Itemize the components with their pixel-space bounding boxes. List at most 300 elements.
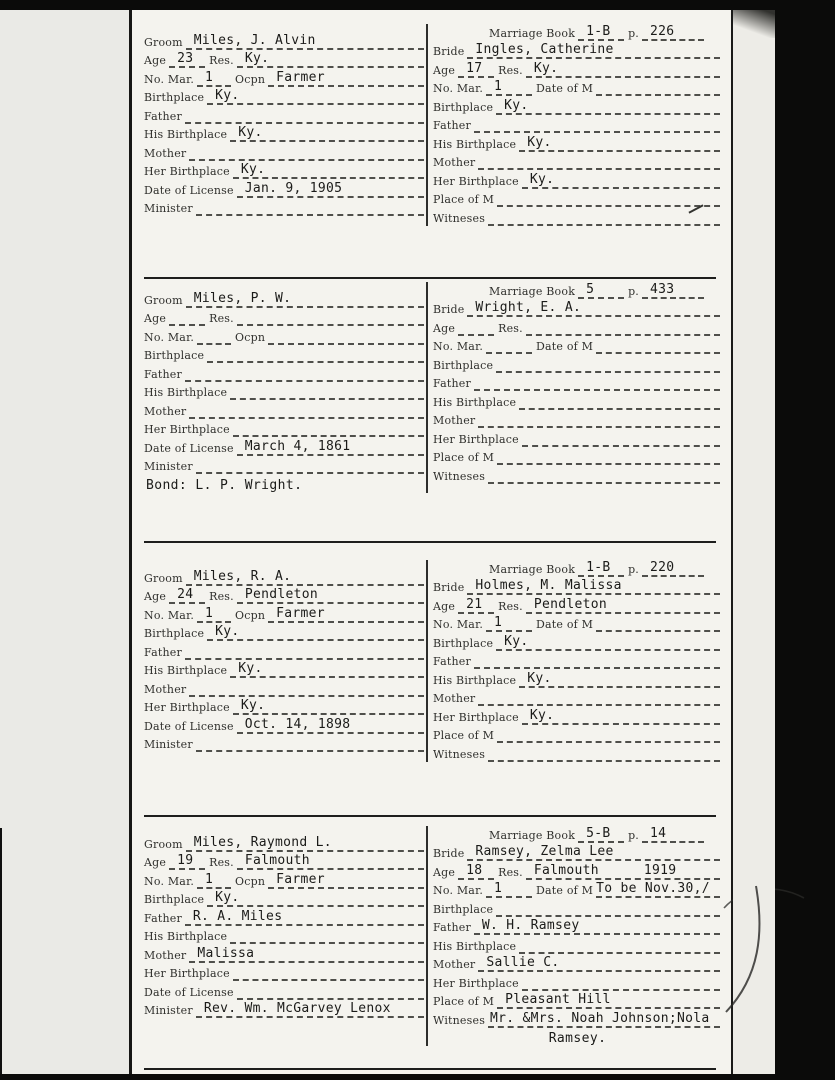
date-of-m-label: Date of M <box>536 82 594 95</box>
record-card-3 <box>144 558 720 762</box>
groom-his-birthplace-row <box>144 660 424 679</box>
dotted-line <box>169 589 205 604</box>
bride-age-res-row <box>433 861 720 880</box>
dotted-line <box>237 716 424 734</box>
bride-name-value: Holmes, M. Malissa <box>475 578 622 593</box>
dotted-line <box>196 1003 424 1018</box>
bride-father-row <box>433 917 720 936</box>
groom-father-row <box>144 105 424 124</box>
witnesses-row <box>433 1009 720 1028</box>
bride-name-row <box>433 299 720 318</box>
age-label: Age <box>433 63 456 77</box>
minister-value: Rev. Wm. McGarvey Lenox <box>203 1001 391 1016</box>
father-label: Father <box>433 655 471 668</box>
father-label: Father <box>433 377 471 390</box>
groom-mother-row <box>144 944 424 963</box>
page-abbr-label: p. <box>628 284 640 298</box>
witnesses-label: Witneses <box>433 469 486 483</box>
marriage-book-value: 5 <box>586 281 595 297</box>
groom-age-res-row <box>144 308 424 327</box>
no-mar-label: No. Mar. <box>433 618 484 631</box>
bride-nomar-dateofm-row <box>433 78 720 97</box>
bond-row <box>144 474 424 493</box>
marriage-book-label: Marriage Book <box>489 828 576 842</box>
pen-stroke <box>718 880 764 1020</box>
groom-res-value: Falmouth <box>244 853 310 868</box>
dotted-line <box>233 700 424 715</box>
place-of-m-label: Place of M <box>433 451 495 464</box>
bride-res-value: Pendleton <box>533 596 607 612</box>
witnesses-label: Witneses <box>433 1013 486 1027</box>
bride-her-birthplace-row <box>433 972 720 991</box>
res-label: Res. <box>498 865 523 879</box>
bride-name-value: Wright, E. A. <box>475 300 582 315</box>
dotted-line <box>189 146 424 161</box>
bride-name-row <box>433 41 720 60</box>
groom-ocpn-value: Farmer <box>276 605 325 621</box>
bride-age-value: 17 <box>466 60 483 76</box>
marriage-book-row <box>433 22 720 41</box>
her-birthplace-label: Her Birthplace <box>144 967 230 980</box>
groom-age-res-row <box>144 586 424 605</box>
minister-label: Minister <box>144 202 193 215</box>
groom-res-value: Ky. <box>244 51 270 66</box>
mother-label: Mother <box>433 156 476 169</box>
dotted-line <box>467 846 720 861</box>
marriage-records-page <box>132 10 733 1074</box>
dotted-line <box>474 118 720 133</box>
groom-column <box>144 558 424 762</box>
date-of-license-label: Date of License <box>144 441 234 455</box>
dotted-line <box>186 32 424 50</box>
bond-value: Bond: L. P. Wright. <box>146 477 303 493</box>
groom-nomar-ocpn-row <box>144 870 424 889</box>
book-page-value: 14 <box>650 825 667 841</box>
witnesses-label: Witneses <box>433 211 486 225</box>
dotted-line <box>522 171 720 189</box>
marriage-book-label: Marriage Book <box>489 284 576 298</box>
dotted-line <box>526 862 720 880</box>
dotted-line <box>642 23 704 41</box>
bride-birthplace-row <box>433 96 720 115</box>
groom-her-birthplace-row <box>144 161 424 180</box>
dotted-line <box>207 348 424 363</box>
column-divider <box>426 560 428 762</box>
groom-label: Groom <box>144 35 183 49</box>
dotted-line <box>496 358 720 373</box>
witnesses-label: Witneses <box>433 747 486 761</box>
minister-label: Minister <box>144 460 193 473</box>
book-page-value: 220 <box>650 559 675 575</box>
date-of-m-label: Date of M <box>536 884 594 897</box>
marriage-book-label: Marriage Book <box>489 26 576 40</box>
bride-mother-row <box>433 688 720 707</box>
groom-mother-row <box>144 678 424 697</box>
dotted-line <box>458 321 494 336</box>
record-card-2 <box>144 280 720 493</box>
groom-name-value: Miles, P. W. <box>193 290 292 306</box>
dotted-line <box>486 339 532 354</box>
witnesses-row <box>433 207 720 226</box>
dotted-line <box>519 134 720 152</box>
birthplace-label: Birthplace <box>433 100 494 114</box>
groom-birthplace-row <box>144 345 424 364</box>
father-label: Father <box>144 911 182 925</box>
ocpn-label: Ocpn <box>235 330 266 344</box>
father-label: Father <box>144 367 182 381</box>
no-mar-label: No. Mar. <box>144 608 195 622</box>
res-label: Res. <box>209 54 234 67</box>
bride-label: Bride <box>433 847 465 860</box>
dotted-line <box>596 81 720 96</box>
dotted-line <box>237 589 424 604</box>
bride-nomar-dateofm-row <box>433 336 720 355</box>
dotted-line <box>596 617 720 632</box>
adjacent-page-strip <box>0 10 132 1074</box>
res-label: Res. <box>209 856 234 869</box>
dotted-line <box>486 81 532 96</box>
dotted-line <box>268 330 424 345</box>
dotted-line <box>230 385 424 400</box>
bride-her-birthplace-value: Ky. <box>529 171 555 187</box>
minister-row <box>144 1000 424 1019</box>
groom-father-row <box>144 907 424 926</box>
bride-birthplace-value: Ky. <box>504 633 529 649</box>
dotted-line <box>474 376 720 391</box>
book-page-value: 433 <box>650 281 675 297</box>
mother-label: Mother <box>144 948 187 962</box>
date-of-m-value: To be Nov.30,/ <box>596 881 710 896</box>
record-separator-line <box>144 541 716 543</box>
ocpn-label: Ocpn <box>235 72 266 86</box>
dotted-line <box>268 871 424 889</box>
place-of-m-value: Pleasant Hill <box>505 992 611 1007</box>
mother-label: Mother <box>433 414 476 427</box>
groom-nomar-ocpn-row <box>144 326 424 345</box>
father-label: Father <box>433 119 471 132</box>
groom-column <box>144 22 424 226</box>
dotted-line <box>578 559 624 577</box>
groom-name-row <box>144 567 424 586</box>
dotted-line <box>642 281 704 299</box>
dotted-line <box>478 957 720 972</box>
groom-her-birthplace-value: Ky. <box>240 162 266 177</box>
groom-his-birthplace-row <box>144 926 424 945</box>
birthplace-label: Birthplace <box>433 636 494 650</box>
bride-column <box>433 824 720 1046</box>
father-label: Father <box>433 921 471 934</box>
birthplace-label: Birthplace <box>433 358 494 372</box>
dotted-line <box>185 645 424 660</box>
bride-name-value: Ramsey, Zelma Lee <box>475 844 614 859</box>
dotted-line <box>578 23 624 41</box>
record-separator-line <box>144 277 716 279</box>
column-divider <box>426 282 428 493</box>
dotted-line <box>578 281 624 299</box>
bride-label: Bride <box>433 303 465 316</box>
dotted-line <box>478 413 720 428</box>
her-birthplace-label: Her Birthplace <box>433 432 519 446</box>
bride-mother-row <box>433 954 720 973</box>
place-of-m-label: Place of M <box>433 193 495 206</box>
date-of-license-label: Date of License <box>144 183 234 197</box>
groom-label: Groom <box>144 571 183 585</box>
dotted-line <box>496 97 720 115</box>
groom-age-value: 19 <box>177 853 194 868</box>
dotted-line <box>230 127 424 142</box>
dotted-line <box>268 69 424 87</box>
dotted-line <box>185 367 424 382</box>
bride-birthplace-row <box>433 898 720 917</box>
bride-column <box>433 280 720 493</box>
groom-name-value: Miles, J. Alvin <box>193 32 316 48</box>
dotted-line <box>488 1010 720 1028</box>
dotted-line <box>519 939 720 954</box>
dotted-line <box>237 855 424 870</box>
bride-age-res-row <box>433 59 720 78</box>
bride-mother-value: Sallie C. <box>486 955 560 970</box>
dotted-line <box>196 737 424 752</box>
dotted-line <box>186 290 424 308</box>
witnesses-line2-value: Ramsey. <box>548 1031 607 1046</box>
place-of-m-label: Place of M <box>433 729 495 742</box>
dotted-line <box>169 53 205 68</box>
dotted-line <box>196 201 424 216</box>
dotted-line <box>467 580 720 595</box>
dotted-line <box>519 395 720 410</box>
book-page-value: 226 <box>650 23 675 39</box>
bride-father-row <box>433 115 720 134</box>
bride-column <box>433 22 720 226</box>
groom-name-value: Miles, R. A. <box>193 568 292 584</box>
bride-nomar-value: 1 <box>494 615 503 630</box>
bride-his-birthplace-row <box>433 391 720 410</box>
scan-shadow <box>733 10 775 38</box>
groom-name-row <box>144 31 424 50</box>
dotted-line <box>207 90 424 105</box>
bride-his-birthplace-value: Ky. <box>527 670 552 686</box>
minister-row <box>144 456 424 475</box>
bride-column <box>433 558 720 762</box>
groom-birthplace-value: Ky. <box>215 890 240 905</box>
bride-label: Bride <box>433 45 465 58</box>
her-birthplace-label: Her Birthplace <box>144 701 230 714</box>
res-label: Res. <box>498 321 523 335</box>
dotted-line <box>496 633 720 651</box>
groom-nomar-ocpn-row <box>144 68 424 87</box>
dotted-line <box>189 682 424 697</box>
minister-row <box>144 198 424 217</box>
res-label: Res. <box>498 599 523 613</box>
dotted-line <box>237 53 424 68</box>
groom-column <box>144 824 424 1046</box>
groom-res-value: Pendleton <box>244 587 318 602</box>
groom-nomar-value: 1 <box>205 871 214 887</box>
date-of-license-label: Date of License <box>144 985 234 999</box>
marriage-book-value: 1-B <box>586 23 611 39</box>
dotted-line <box>169 855 205 870</box>
dotted-line <box>526 596 720 614</box>
bride-nomar-value: 1 <box>494 881 503 896</box>
groom-mother-value: Malissa <box>197 945 255 961</box>
groom-birthplace-row <box>144 623 424 642</box>
dotted-line <box>186 834 424 852</box>
marriage-book-value: 5-B <box>586 825 611 841</box>
bride-nomar-dateofm-row <box>433 880 720 899</box>
mother-label: Mother <box>433 958 476 971</box>
place-of-m-label: Place of M <box>433 995 495 1008</box>
bride-label: Bride <box>433 581 465 594</box>
groom-his-birthplace-row <box>144 382 424 401</box>
ocpn-label: Ocpn <box>235 608 266 622</box>
bride-nomar-value: 1 <box>494 79 503 94</box>
mother-label: Mother <box>144 404 187 418</box>
groom-age-res-row <box>144 852 424 871</box>
dotted-line <box>185 908 424 926</box>
dotted-line <box>488 211 720 226</box>
her-birthplace-label: Her Birthplace <box>144 423 230 436</box>
groom-age-value: 23 <box>177 51 194 66</box>
column-divider <box>426 24 428 226</box>
bride-age-value: 21 <box>466 596 483 612</box>
dotted-line <box>268 605 424 623</box>
groom-ocpn-value: Farmer <box>276 69 325 85</box>
dotted-line <box>237 180 424 198</box>
groom-her-birthplace-row <box>144 419 424 438</box>
age-label: Age <box>144 856 167 869</box>
his-birthplace-label: His Birthplace <box>144 386 228 399</box>
witnesses-continued-row <box>433 1028 720 1047</box>
dotted-line <box>207 892 424 907</box>
his-birthplace-label: His Birthplace <box>433 395 517 409</box>
birthplace-label: Birthplace <box>144 893 205 906</box>
bride-name-row <box>433 577 720 596</box>
dotted-line <box>474 920 720 935</box>
no-mar-label: No. Mar. <box>144 72 195 86</box>
dotted-line <box>526 321 720 336</box>
dotted-line <box>197 871 231 889</box>
witnesses-row <box>433 465 720 484</box>
dotted-line <box>488 469 720 484</box>
dotted-line <box>642 825 704 843</box>
page-abbr-label: p. <box>628 562 640 576</box>
no-mar-label: No. Mar. <box>144 874 195 888</box>
record-card-4 <box>144 824 720 1046</box>
bride-his-birthplace-row <box>433 935 720 954</box>
bride-res-value: Falmouth <box>533 862 599 878</box>
marriage-book-row <box>433 280 720 299</box>
bride-name-value: Ingles, Catherine <box>475 42 614 57</box>
age-label: Age <box>433 599 456 613</box>
dotted-line <box>189 945 424 963</box>
place-of-m-row <box>433 189 720 208</box>
bride-birthplace-row <box>433 632 720 651</box>
groom-her-birthplace-row <box>144 963 424 982</box>
no-mar-label: No. Mar. <box>433 82 484 95</box>
groom-her-birthplace-row <box>144 697 424 716</box>
bride-mother-row <box>433 410 720 429</box>
date-of-license-row <box>144 179 424 198</box>
groom-nomar-value: 1 <box>205 605 214 621</box>
age-label: Age <box>144 312 167 325</box>
dotted-line <box>196 459 424 474</box>
age-label: Age <box>433 321 456 335</box>
dotted-line <box>230 663 424 678</box>
groom-column <box>144 280 424 493</box>
dotted-line <box>497 450 720 465</box>
dotted-line <box>233 164 424 179</box>
date-of-m-label: Date of M <box>536 340 594 353</box>
birthplace-label: Birthplace <box>144 349 205 362</box>
minister-row <box>144 734 424 753</box>
res-label: Res. <box>209 312 234 325</box>
no-mar-label: No. Mar. <box>433 884 484 897</box>
date-of-m-label: Date of M <box>536 618 594 631</box>
bride-age-value: 18 <box>466 862 483 878</box>
dotted-line <box>522 976 720 991</box>
her-birthplace-label: Her Birthplace <box>144 165 230 178</box>
dotted-line <box>233 966 424 981</box>
record-separator-line <box>144 1068 716 1070</box>
his-birthplace-label: His Birthplace <box>144 128 228 141</box>
bride-his-birthplace-row <box>433 133 720 152</box>
record-card-1 <box>144 22 720 226</box>
marriage-book-row <box>433 558 720 577</box>
bride-age-res-row <box>433 595 720 614</box>
dotted-line <box>497 192 720 207</box>
dotted-line <box>186 568 424 586</box>
bride-her-birthplace-row <box>433 428 720 447</box>
dotted-line <box>526 60 720 78</box>
father-label: Father <box>144 109 182 123</box>
birthplace-label: Birthplace <box>433 902 494 916</box>
dotted-line <box>519 670 720 688</box>
groom-father-value: R. A. Miles <box>192 908 283 924</box>
dotted-line <box>237 438 424 456</box>
bride-her-birthplace-value: Ky. <box>529 707 555 723</box>
groom-label: Groom <box>144 837 183 851</box>
her-birthplace-label: Her Birthplace <box>433 976 519 990</box>
date-of-license-row <box>144 981 424 1000</box>
dotted-line <box>497 728 720 743</box>
dotted-line <box>642 559 704 577</box>
groom-her-birthplace-value: Ky. <box>240 698 266 713</box>
bride-birthplace-row <box>433 354 720 373</box>
dotted-line <box>237 985 424 1000</box>
place-of-m-row <box>433 447 720 466</box>
his-birthplace-label: His Birthplace <box>433 673 517 687</box>
bride-his-birthplace-row <box>433 669 720 688</box>
bride-father-value: W. H. Ramsey <box>481 918 580 933</box>
page-abbr-label: p. <box>628 828 640 842</box>
dotted-line <box>230 929 424 944</box>
dotted-line <box>169 311 205 326</box>
bride-name-row <box>433 843 720 862</box>
his-birthplace-label: His Birthplace <box>144 930 228 943</box>
groom-mother-row <box>144 400 424 419</box>
groom-age-value: 24 <box>177 587 194 602</box>
father-label: Father <box>144 645 182 659</box>
his-birthplace-label: His Birthplace <box>433 137 517 151</box>
res-label: Res. <box>498 63 523 77</box>
bride-her-birthplace-row <box>433 170 720 189</box>
dotted-line <box>474 654 720 669</box>
minister-label: Minister <box>144 1004 193 1017</box>
dotted-line <box>486 617 532 632</box>
age-label: Age <box>144 54 167 67</box>
age-label: Age <box>433 865 456 879</box>
groom-birthplace-value: Ky. <box>215 88 240 103</box>
